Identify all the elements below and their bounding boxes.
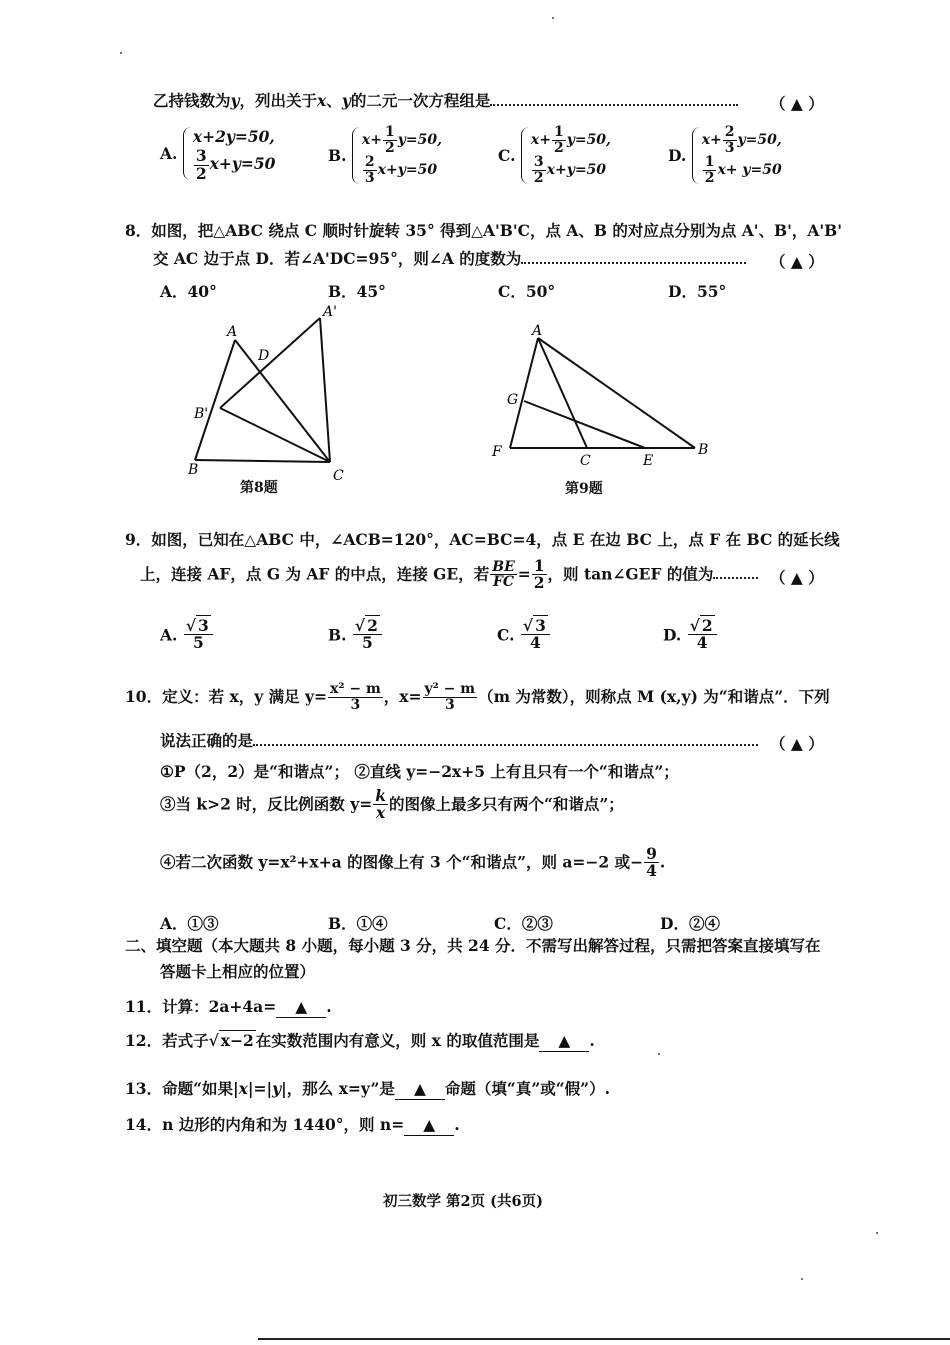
scan-speck	[876, 1232, 878, 1234]
q8-stem-line1: 8．如图，把△ABC 绕点 C 顺时针旋转 35° 得到△A'B'C，点 A、B 的对应点分别为点 A'、B'，A'B'	[125, 221, 843, 240]
q11-answer-blank[interactable]: ▲	[276, 998, 326, 1018]
section2-heading-line1: 二、填空题（本大题共 8 小题，每小题 3 分，共 24 分．不需写出解答过程，只需把答案直接填写在	[125, 936, 821, 955]
q9-option-d: D. $\frac{√ 2}{4}$	[663, 618, 718, 652]
q9-point-e: E	[643, 453, 654, 469]
q10-option-d: D．②④	[660, 914, 720, 933]
q9-point-a: A	[532, 323, 543, 339]
q9-point-b: B	[698, 442, 709, 458]
figure-q8-caption: 第8题	[240, 480, 278, 496]
q8-option-a: A．40°	[160, 282, 217, 301]
q9-point-f: F	[492, 444, 502, 460]
q7-answer-mark: （ ▲ ）	[770, 94, 824, 113]
q8-point-a-prime: A'	[323, 304, 337, 320]
q10-stem-line2: 说法正确的是	[160, 732, 758, 751]
q9-option-a: A. $\frac{√ 3}{5}$	[160, 618, 214, 652]
q13-answer-blank[interactable]: ▲	[395, 1080, 445, 1100]
q12: 12．若式子√ x−2 在实数范围内有意义，则 x 的取值范围是 ▲ .	[125, 1031, 595, 1050]
scan-speck	[552, 17, 554, 19]
q14-answer-blank[interactable]: ▲	[404, 1116, 454, 1136]
q8-point-a: A	[227, 324, 238, 340]
q10-statement-3: ③当 k>2 时，反比例函数 y= $\frac{k}{x}$ 的图像上最多只有两个“和谐点”；	[160, 786, 624, 823]
q7-option-d: D. x+ $\frac{2}{3}$ y=50, $\frac{1}{2}$ x+ y=50	[668, 124, 782, 187]
figure-q8	[180, 300, 380, 500]
q9-option-c: C. $\frac{√ 3}{4}$	[497, 618, 551, 652]
q14: 14．n 边形的内角和为 1440°，则 n= ▲ .	[125, 1115, 460, 1134]
scan-speck	[658, 1053, 660, 1055]
q8-point-c: C	[333, 468, 344, 484]
scan-speck	[120, 52, 122, 54]
q10-option-c: C．②③	[494, 914, 553, 933]
q9-stem-line2: 上，连接 AF，点 G 为 AF 的中点，连接 GE，若 $\frac{BE}{FC}$ = $\frac{1}{2}$ ，则 tan∠GEF 的值为	[140, 558, 758, 592]
q13: 13．命题“如果|x|=|y|，那么 x=y”是 ▲ 命题（填“真”或“假”）.	[125, 1079, 610, 1098]
figure-q9	[485, 318, 725, 483]
q9-option-b: B. $\frac{√ 2}{5}$	[328, 618, 383, 652]
scan-speck	[801, 1278, 803, 1280]
q8-point-b: B	[188, 462, 199, 478]
q8-answer-mark: （ ▲ ）	[770, 252, 824, 271]
q8-option-c: C．50°	[498, 282, 556, 301]
q8-point-d: D	[258, 348, 270, 364]
q8-seg-b1c	[220, 408, 330, 462]
q7-option-c: C. x+ $\frac{1}{2}$ y=50, $\frac{3}{2}$ x+y=50	[498, 124, 611, 187]
q9-point-c: C	[580, 453, 591, 469]
q7-option-b: B. x+ $\frac{1}{2}$ y=50, $\frac{2}{3}$ x+y=50	[328, 124, 442, 187]
q8-seg-bc	[195, 460, 330, 462]
q12-answer-blank[interactable]: ▲	[539, 1032, 589, 1052]
q10-stem-line1: 10．定义：若 x，y 满足 y= $\frac{\text{x² − m}}{3}$ ，x= $\frac{\text{y² − m}}{3}$ （m 为常数），则称点 M (x,y) 为“和谐点”．下列	[125, 681, 830, 713]
q8-option-b: B．45°	[328, 282, 386, 301]
q10-option-a: A．①③	[160, 914, 219, 933]
q8-option-d: D．55°	[668, 282, 727, 301]
q8-point-b-prime: B'	[194, 406, 209, 422]
q9-stem-line1: 9．如图，已知在△ABC 中，∠ACB=120°，AC=BC=4，点 E 在边 BC 上，点 F 在 BC 的延长线	[125, 530, 840, 549]
q9-point-g: G	[507, 392, 519, 408]
figure-q9-caption: 第9题	[565, 481, 603, 497]
q9-answer-mark: （ ▲ ）	[770, 568, 824, 587]
q8-stem-line2: 交 AC 边于点 D．若∠A'DC=95°，则∠A 的度数为	[153, 250, 746, 269]
q10-answer-mark: （ ▲ ）	[770, 734, 824, 753]
q8-seg-ac	[235, 340, 330, 462]
q7-option-a: A. x+2y=50, $\frac{3}{2}$ x+y=50	[160, 127, 276, 183]
page-footer: 初三数学 第2页 (共6页)	[383, 1193, 543, 1210]
q11: 11．计算：2a+4a= ▲ .	[125, 997, 332, 1016]
q10-statement-1-2: ①P（2，2）是“和谐点”； ②直线 y=−2x+5 上有且只有一个“和谐点”；	[160, 762, 679, 781]
q10-statement-4: ④若二次函数 y=x²+x+a 的图像上有 3 个“和谐点”，则 a=−2 或− $\frac{9}{4}$ .	[160, 844, 666, 881]
q7-stem: 乙持钱数为y，列出关于x、y的二元一次方程组是	[153, 92, 738, 111]
q8-seg-a1c	[320, 318, 330, 462]
section2-heading-line2: 答题卡上相应的位置）	[160, 962, 316, 981]
q10-option-b: B．①④	[328, 914, 388, 933]
bottom-rule	[258, 1338, 950, 1340]
